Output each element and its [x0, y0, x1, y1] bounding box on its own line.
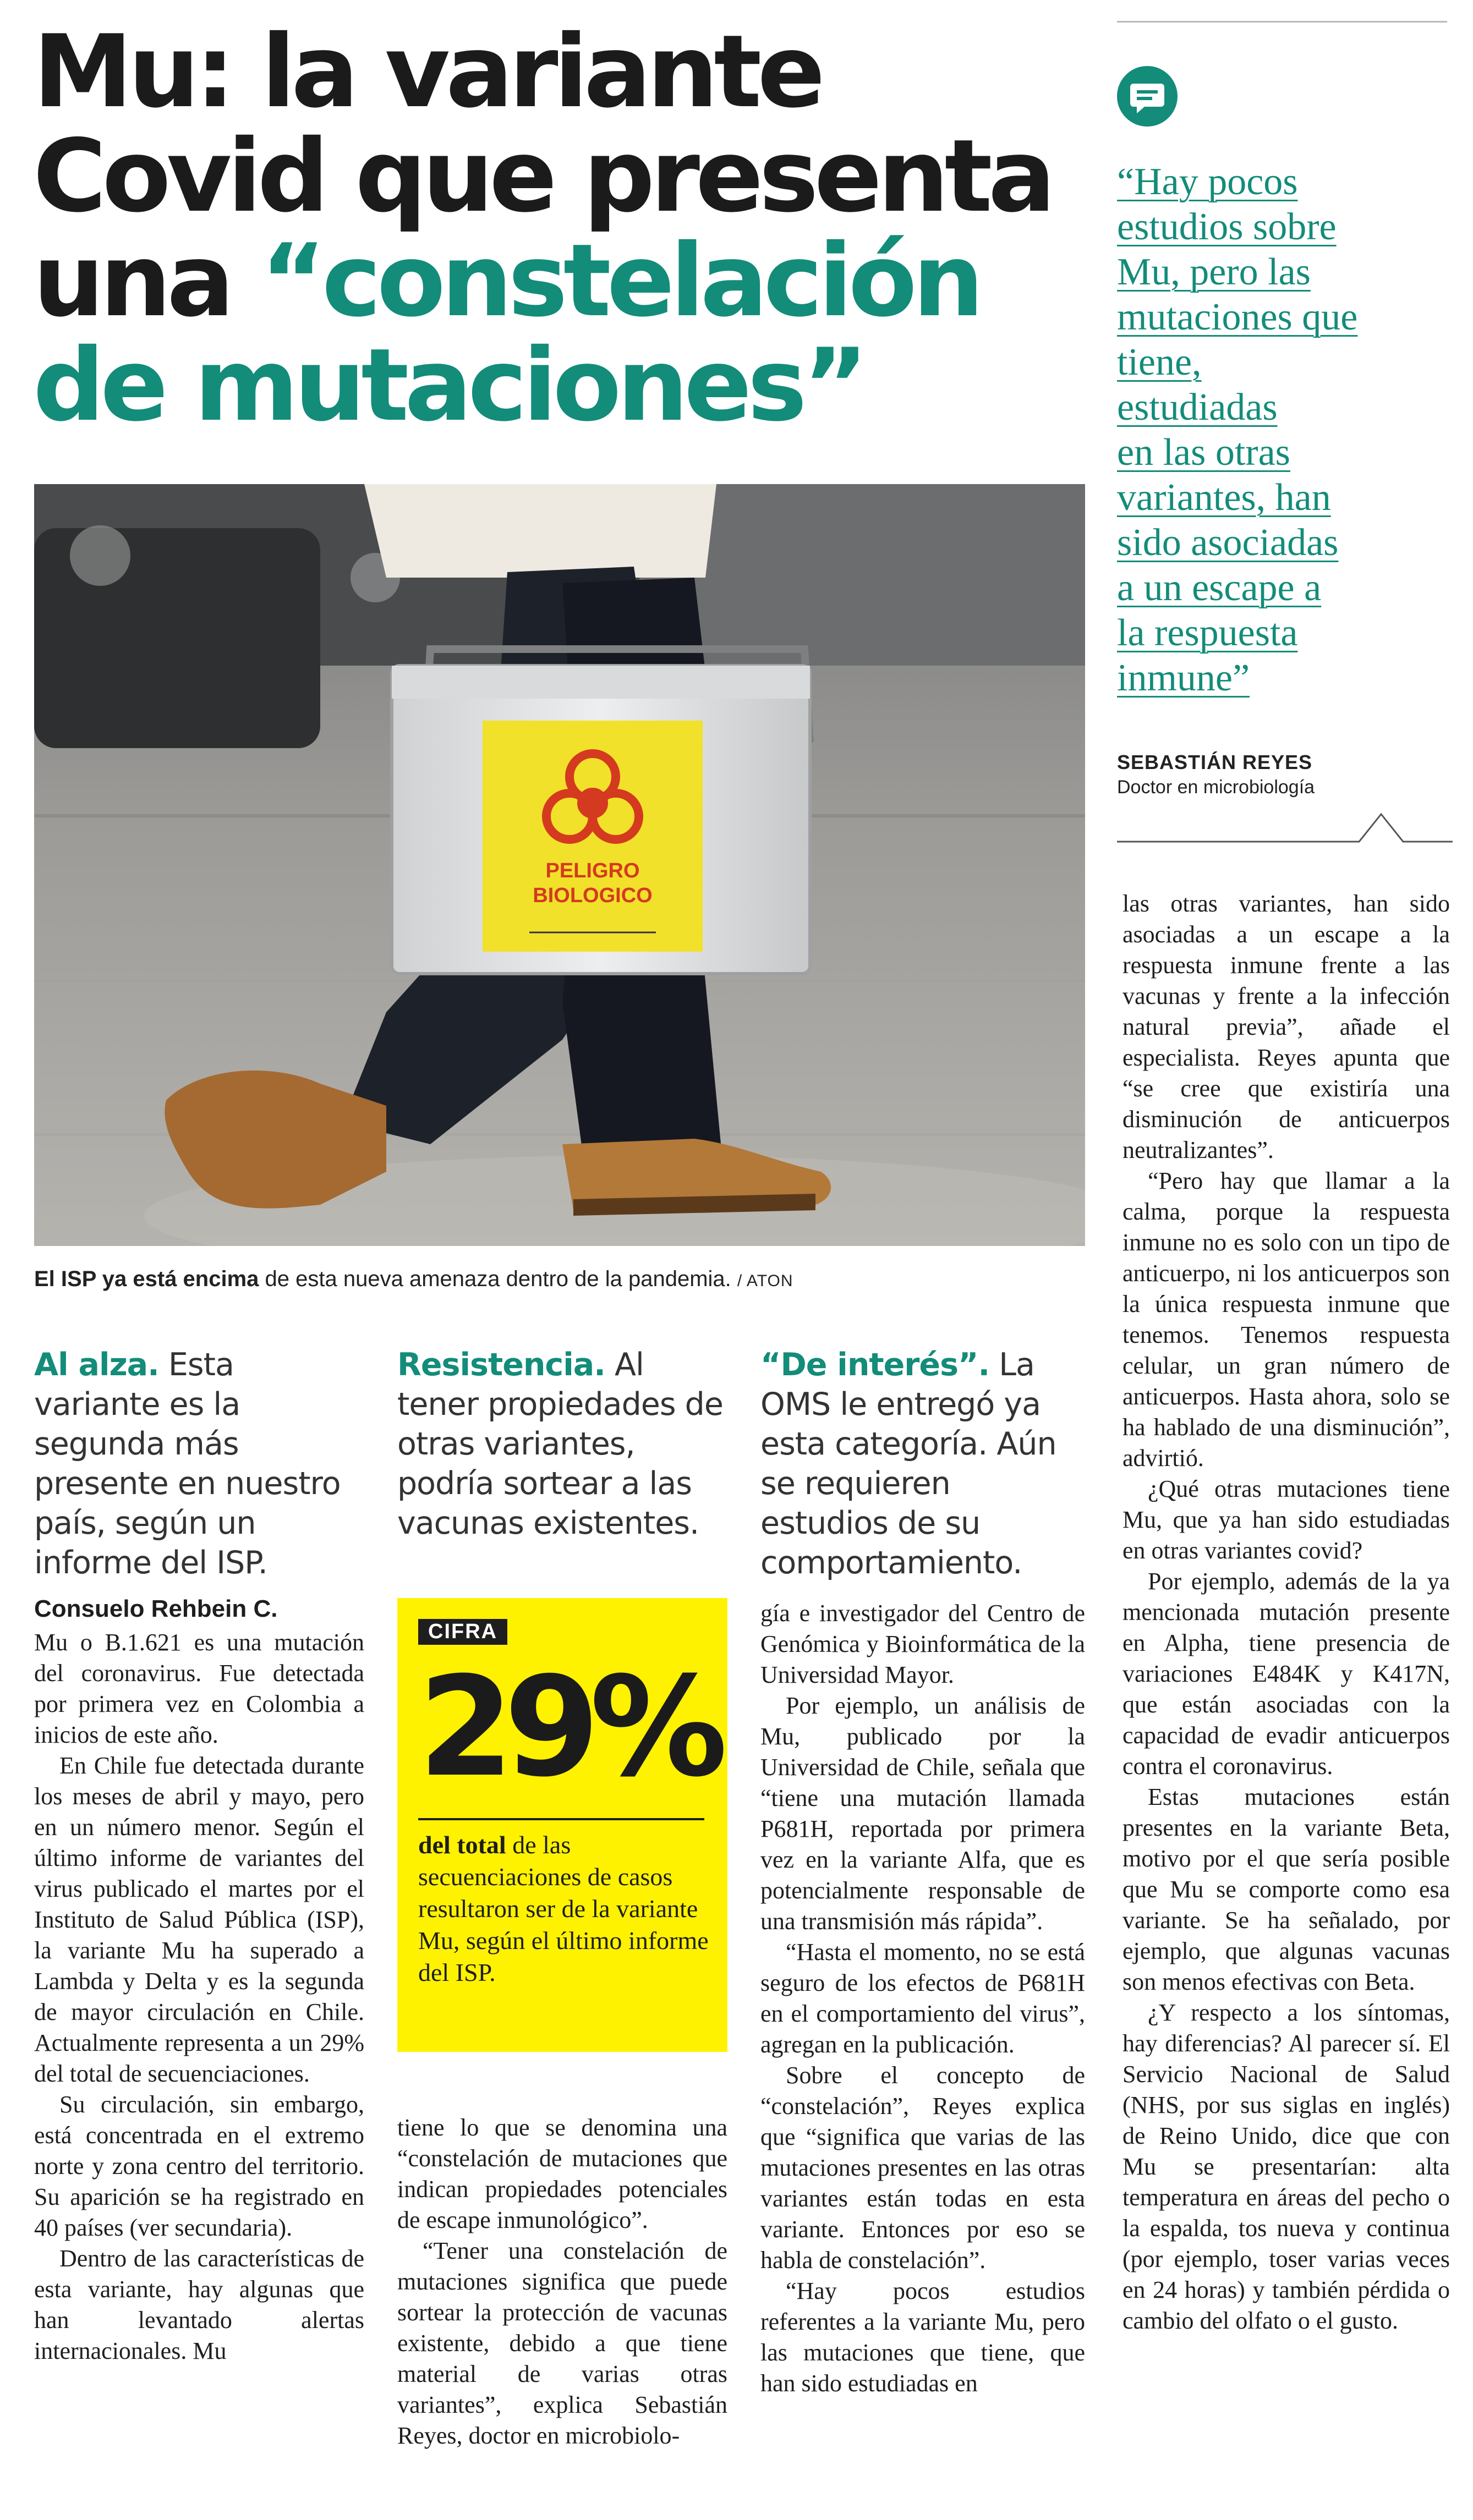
deck-text: Esta variante es la segunda más presente en nuestro país, según un informe del ISP. — [34, 1347, 341, 1581]
stat-box — [397, 1598, 727, 2052]
headline-line-1: Mu: la variante — [33, 13, 821, 130]
paragraph: ¿Y respecto a los síntomas, hay diferencias? Al parecer sí. El Servicio Nacional de Salud (NHS, por sus siglas en inglés) de Reino Unido, dice que con Mu se presentarían: alta temperatura en áreas del pecho o la espalda, tos nueva y continua (por ejemplo, toser varias veces en 24 horas) y también pérdida o cambio del olfato o el gusto. — [1122, 1999, 1450, 2334]
deck-lead: Al alza. — [34, 1347, 159, 1383]
caption-bold: El ISP ya está encima — [34, 1267, 259, 1291]
photo-credit: / ATON — [737, 1272, 793, 1290]
quote-attribution-role: Doctor en microbiología — [1117, 777, 1315, 798]
headline-line-3-prefix: una — [33, 222, 261, 339]
quote-line: tiene, — [1117, 341, 1202, 383]
paragraph: En Chile fue detectada durante los meses de abril y mayo, pero en un número menor. Según el último informe de variantes del virus publicado el martes por el Instituto de Salud Pública (ISP), la variante Mu ha superado a Lambda y Delta y es la segunda de mayor circulación en Chile. Actualmente representa a un 29% del total de secuenciaciones. — [34, 1752, 364, 2087]
sign-line-1: PELIGRO — [545, 859, 640, 882]
stat-rule — [418, 1818, 704, 1820]
stat-tag: CIFRA — [418, 1619, 507, 1645]
deck-text: La OMS le entregó ya esta categoría. Aún se requieren estudios de su comportamiento. — [760, 1347, 1056, 1581]
quote-line: la respuesta — [1117, 612, 1298, 654]
news-photo — [34, 484, 1085, 1246]
stat-value: 29% — [418, 1647, 718, 1807]
quote-attribution-name: SEBASTIÁN REYES — [1117, 751, 1313, 773]
paragraph: Sobre el concepto de “constelación”, Reyes explica que “significa que varias de las mutaciones presentes en las otras variantes están todas en esta variante. Entonces por eso se habla de constelación”. — [760, 2062, 1085, 2274]
paragraph: gía e investigador del Centro de Genómica y Bioinformática de la Universidad Mayor. — [760, 1600, 1085, 1688]
paragraph: tiene lo que se denomina una “constelación de mutaciones que indican propiedades potenciales de escape inmunológico”. — [397, 2114, 727, 2233]
stat-text: de las secuenciaciones de casos resultaron ser de la variante Mu, según el último informe del ISP. — [418, 1831, 709, 1986]
deck-text: Al tener propiedades de otras variantes, podría sortear a las vacunas existentes. — [397, 1347, 723, 1541]
paragraph: “Pero hay que llamar a la calma, porque la respuesta inmune no es solo con un tipo de anticuerpo, ni los anticuerpos son la única respuesta inmune que tenemos. Tenemos respuesta celular, un gran número de anticuerpos. Hasta ahora, solo se ha hablado de una disminución”, advirtió. — [1122, 1167, 1450, 1472]
quote-line: estudios sobre — [1117, 206, 1337, 248]
quote-line: en las otras — [1117, 431, 1290, 474]
body-column-3 — [760, 1598, 1085, 2399]
deck-al-alza — [34, 1345, 364, 1583]
paragraph: “Hay pocos estudios referentes a la variante Mu, pero las mutaciones que tiene, que han sido estudiadas en — [760, 2277, 1085, 2397]
quote-line: inmune” — [1117, 657, 1250, 699]
headline-line-4-highlight: de mutaciones” — [33, 327, 864, 443]
quote-line: a un escape a — [1117, 567, 1322, 609]
pull-quote — [1117, 160, 1453, 701]
headline-line-2: Covid que presenta — [33, 118, 1052, 234]
stat-description — [418, 1829, 710, 1989]
paragraph: Estas mutaciones están presentes en la variante Beta, motivo por el que sería posible que Mu se comporte como esa variante. Se ha señalado, por ejemplo, que algunas vacunas son menos efectivas con Beta. — [1122, 1783, 1450, 1995]
stat-text-bold: del total — [418, 1831, 506, 1859]
quote-line: sido asociadas — [1117, 521, 1339, 564]
headline — [33, 13, 1100, 443]
paragraph: Por ejemplo, un análisis de Mu, publicado por la Universidad de Chile, señala que “tiene una mutación llamada P681H, reportada por primera vez en la variante Alfa, que es potencialmente responsable de una transmisión más rápida”. — [760, 1692, 1085, 1935]
speech-bubble-icon — [1117, 66, 1178, 127]
deck-resistencia — [397, 1345, 727, 1543]
paragraph: Dentro de las características de esta variante, hay algunas que han levantado alertas internacionales. Mu — [34, 2245, 364, 2364]
paragraph: Mu o B.1.621 es una mutación del coronavirus. Fue detectada por primera vez en Colombia a inicios de este año. — [34, 1629, 364, 1748]
deck-lead: “De interés”. — [760, 1347, 990, 1383]
photo-caption — [34, 1265, 1085, 1295]
paragraph: Su circulación, sin embargo, está concentrada en el extremo norte y zona centro del territorio. Su aparición se ha registrado en 40 países (ver secundaria). — [34, 2091, 364, 2241]
sign-line-2: BIOLOGICO — [533, 884, 653, 907]
quote-line: Mu, pero las — [1117, 251, 1311, 293]
quote-line: variantes, han — [1117, 476, 1331, 519]
paragraph: Por ejemplo, además de la ya mencionada mutación presente en Alpha, tiene presencia de variaciones E484K y K417N, que están asociadas con la capacidad de evadir anticuerpos contra el coronavirus. — [1122, 1568, 1450, 1780]
deck-de-interes — [760, 1345, 1085, 1583]
paragraph: ¿Qué otras mutaciones tiene Mu, que ya han sido estudiadas en otras variantes covid? — [1122, 1475, 1450, 1564]
body-column-1 — [34, 1627, 364, 2367]
deck-lead: Resistencia. — [397, 1347, 605, 1383]
byline: Consuelo Rehbein C. — [34, 1595, 278, 1622]
paragraph: las otras variantes, han sido asociadas a un escape a la respuesta inmune frente a las vacunas y frente a la infección natural previa”, añade el especialista. Reyes apunta que “se cree que existiría una disminución de anticuerpos neutralizantes”. — [1122, 890, 1450, 1163]
caption-text: de esta nueva amenaza dentro de la pandemia. — [259, 1267, 737, 1291]
paragraph: “Hasta el momento, no se está seguro de los efectos de P681H en el comportamiento del virus”, agregan en la publicación. — [760, 1939, 1085, 2058]
paragraph: “Tener una constelación de mutaciones significa que puede sortear la protección de vacunas existente, debido a que tiene material de varias otras variantes”, explica Sebastián Reyes, doctor en microbiolo- — [397, 2237, 727, 2449]
quote-line: estudiadas — [1117, 386, 1278, 429]
headline-line-3-highlight: “constelación — [260, 222, 980, 339]
top-rule — [1117, 21, 1447, 23]
quote-divider — [1117, 809, 1453, 847]
quote-line: “Hay pocos — [1117, 161, 1298, 203]
quote-line: mutaciones que — [1117, 296, 1358, 338]
body-column-2 — [397, 2112, 727, 2451]
body-column-4 — [1122, 888, 1450, 2336]
